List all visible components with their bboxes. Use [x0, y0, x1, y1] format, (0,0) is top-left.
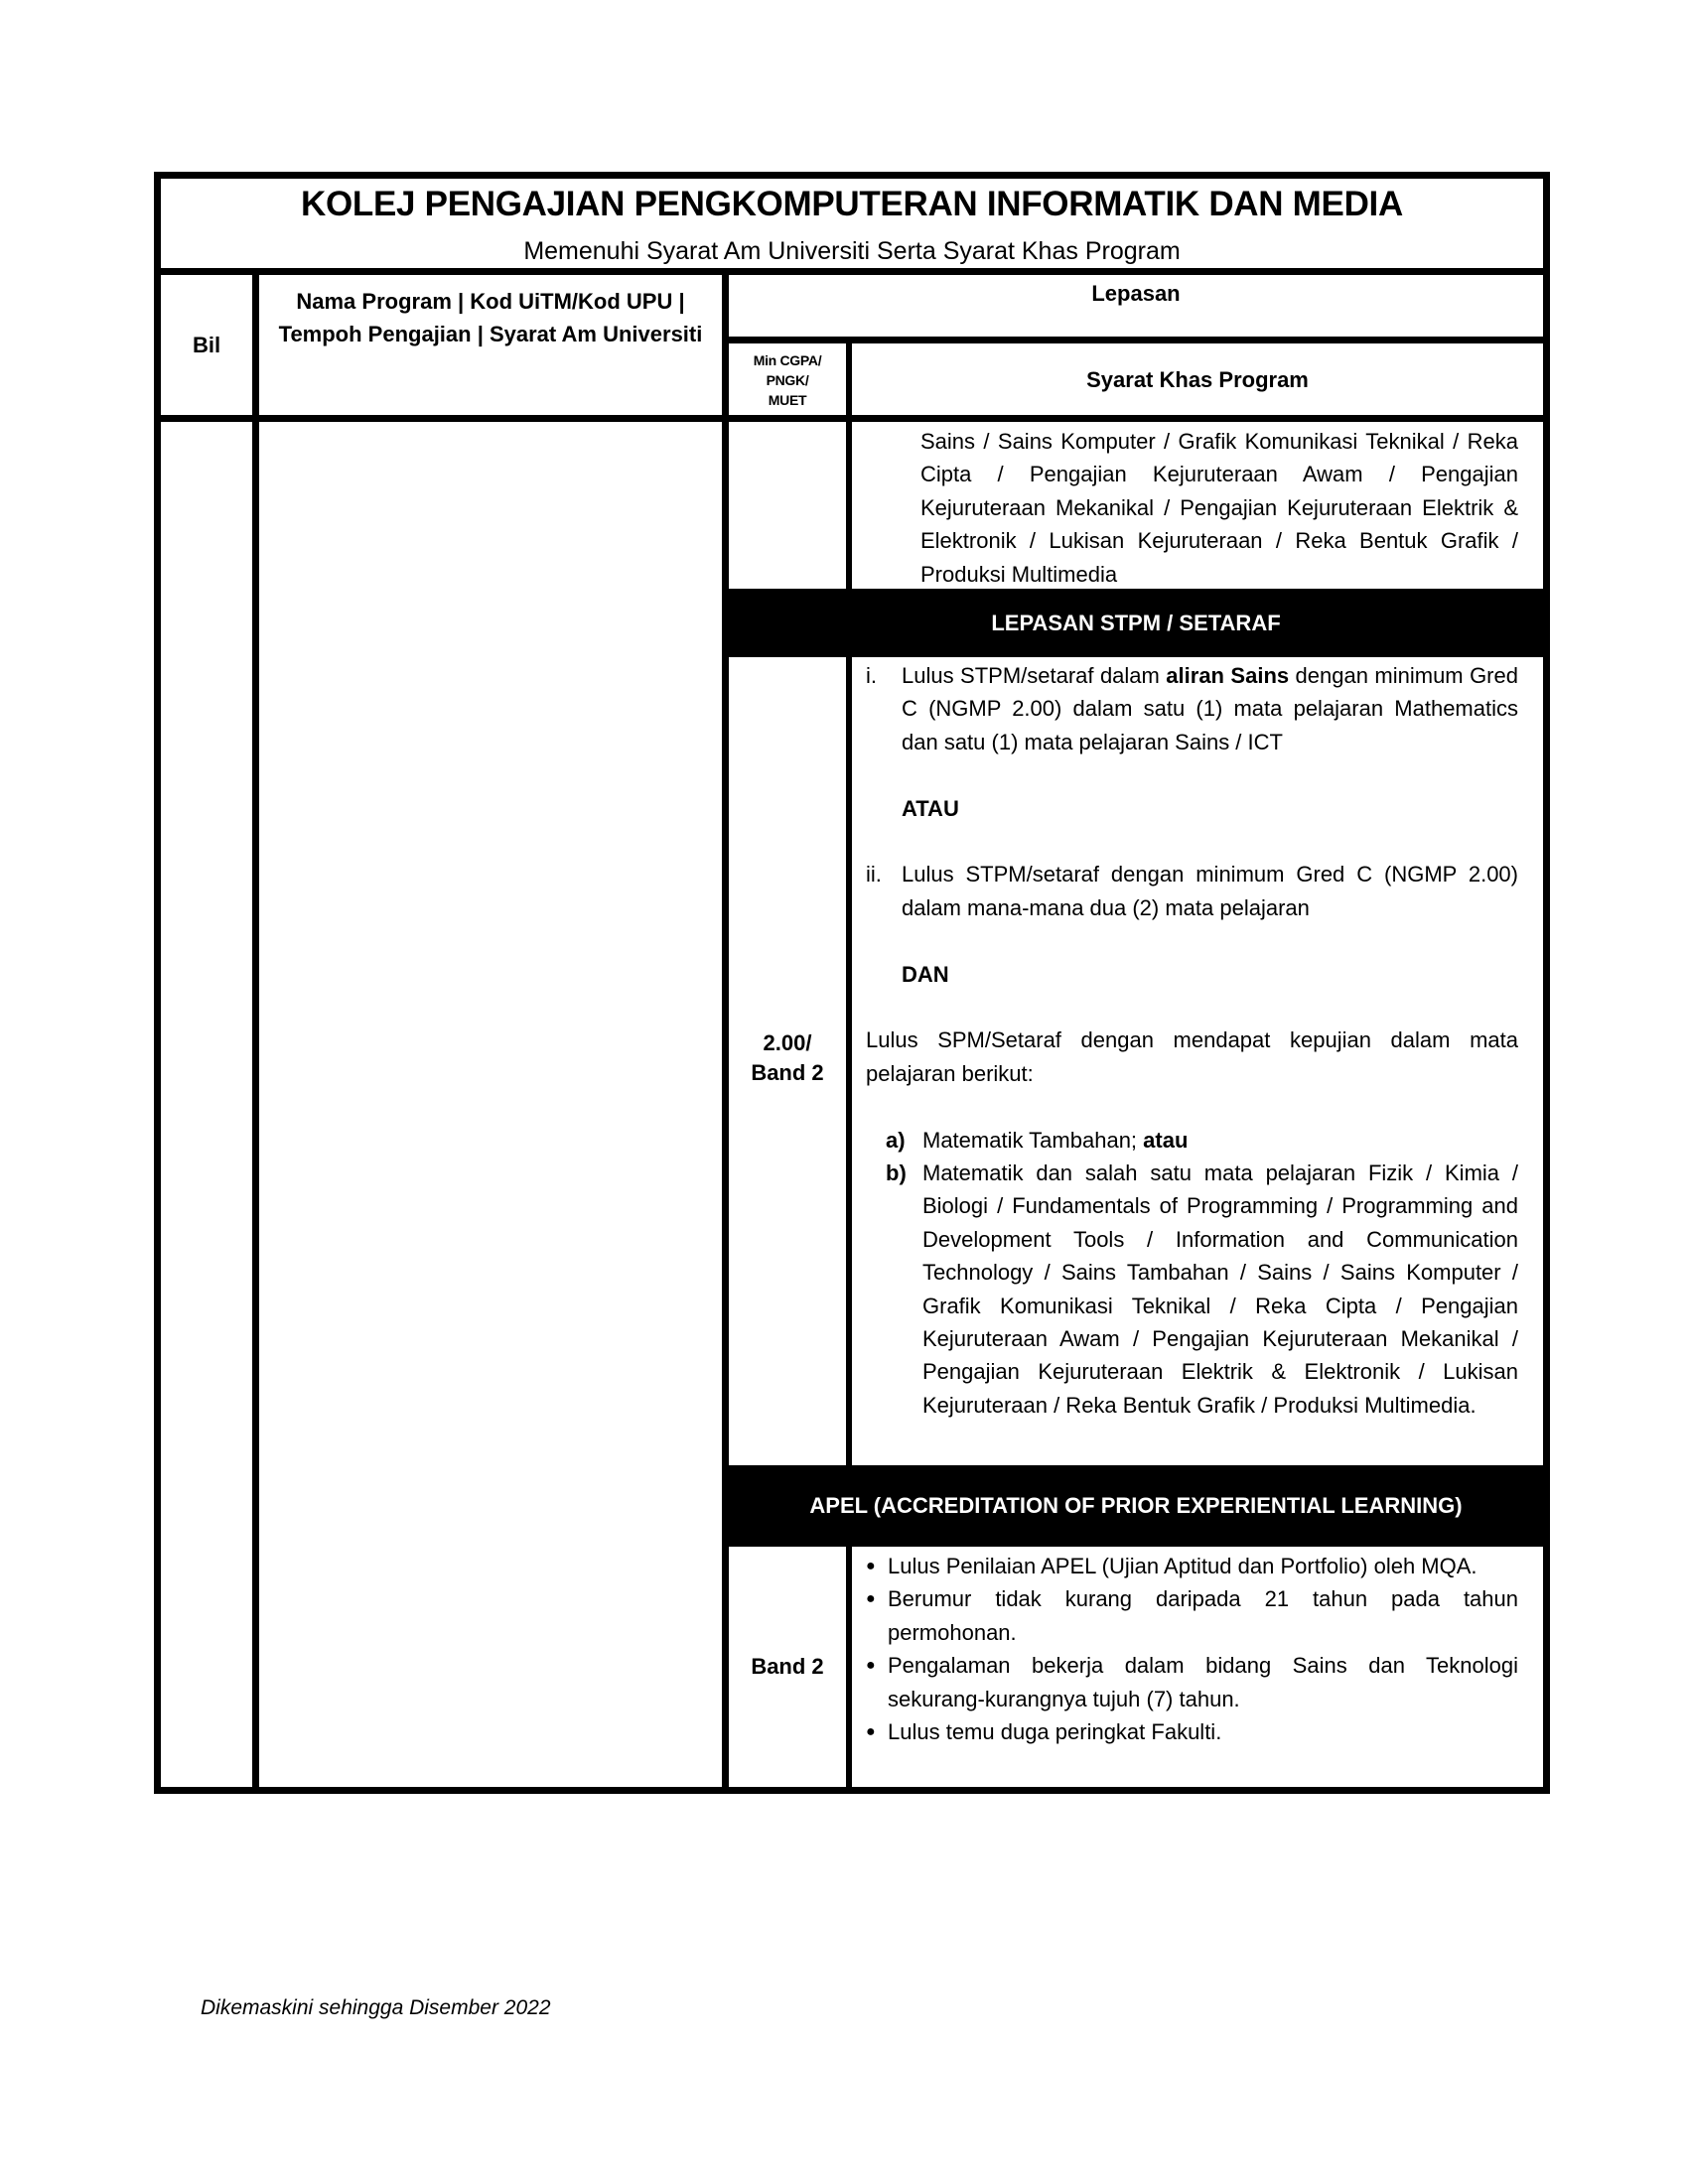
subject-option-a-text-main: Matematik Tambahan; — [922, 1127, 1144, 1153]
apel-bullet-item — [866, 1550, 1518, 1582]
stpm-min-cgpa — [729, 1028, 846, 1088]
apel-min-muet — [729, 1652, 846, 1682]
column-header-bil — [161, 275, 252, 415]
subject-option-b-text: Matematik dan salah satu mata pelajaran Fizik / Kimia / Biologi / Fundamentals of Programming / Programming and Development Tools / Information and Communication Technology / Sains Tambahan / Sains / Sains Komputer / Grafik Komunikasi Teknikal / Reka Cipta / Pengajian Kejuruteraan Awam / Pengajian Kejuruteraan Mekanikal / Pengajian Kejuruteraan Elektrik & Elektronik / Lukisan Kejuruteraan / Reka Bentuk Grafik / Produksi Multimedia. — [922, 1160, 1518, 1418]
subject-option-a-text-bold: atau — [1143, 1127, 1189, 1153]
continuation-subjects — [920, 425, 1518, 591]
column-header-syarat-khas-label: Syarat Khas Program — [1086, 366, 1309, 392]
col-divider-bil — [252, 268, 259, 1794]
connector-atau: ATAU — [902, 795, 959, 821]
bullet-dot-icon: ● — [866, 1657, 876, 1675]
section-band-apel — [722, 1465, 1550, 1547]
page-title: KOLEJ PENGAJIAN PENGKOMPUTERAN INFORMATIK DAN MEDIA — [301, 185, 1403, 223]
requirement-item-ii — [866, 858, 1518, 924]
requirement-item-i-text-bold: aliran Sains — [1166, 663, 1290, 688]
stpm-requirements — [866, 659, 1518, 1422]
apel-bullet-text: Lulus temu duga peringkat Fakulti. — [888, 1719, 1222, 1745]
bullet-dot-icon: ● — [866, 1558, 876, 1574]
requirement-item-i — [866, 659, 1518, 758]
apel-bullet-text: Berumur tidak kurang daripada 21 tahun pada tahun permohonan. — [888, 1586, 1518, 1645]
subject-option-b-label: b) — [886, 1160, 907, 1186]
column-header-lepasan-label: Lepasan — [1091, 281, 1181, 306]
apel-requirements — [866, 1550, 1518, 1748]
requirement-item-ii-number: ii. — [866, 862, 882, 887]
title-row-divider — [154, 268, 1550, 275]
requirement-item-i-text-post: dengan minimum Gred C (NGMP 2.00) dalam satu (1) mata pelajaran Mathematics dan satu (1) mata pelajaran Sains / ICT — [902, 663, 1518, 754]
col-divider-nama — [722, 268, 729, 1794]
column-header-syarat-khas — [852, 343, 1543, 415]
col-divider-min — [846, 337, 852, 1794]
section-band-stpm — [722, 589, 1550, 657]
apel-bullet-item — [866, 1649, 1518, 1715]
continuation-subjects-text: Sains / Sains Komputer / Grafik Komunikasi Teknikal / Reka Cipta / Pengajian Kejuruteraan Awam / Pengajian Kejuruteraan Mekanikal / Pengajian Kejuruteraan Elektrik & Elektronik / Lukisan Kejuruteraan / Reka Bentuk Grafik / Produksi Multimedia — [920, 429, 1518, 587]
table-border-top — [154, 172, 1550, 179]
column-header-nama-program — [259, 285, 722, 350]
page-subtitle: Memenuhi Syarat Am Universiti Serta Syarat Khas Program — [523, 237, 1181, 265]
subject-option-a-label: a) — [886, 1127, 906, 1153]
section-band-apel-label: APEL (ACCREDITATION OF PRIOR EXPERIENTIAL LEARNING) — [809, 1493, 1463, 1518]
header-row-divider — [154, 415, 1550, 422]
requirement-item-i-number: i. — [866, 663, 877, 688]
column-header-min-cgpa — [729, 345, 846, 415]
section-band-stpm-label: LEPASAN STPM / SETARAF — [991, 610, 1281, 635]
spm-intro: Lulus SPM/Setaraf dengan mendapat kepujian dalam mata pelajaran berikut: — [866, 1027, 1518, 1086]
footer-updated-note: Dikemaskini sehingga Disember 2022 — [201, 1996, 551, 2019]
apel-bullet-item — [866, 1715, 1518, 1748]
apel-bullet-text: Pengalaman bekerja dalam bidang Sains dan Teknologi sekurang-kurangnya tujuh (7) tahun. — [888, 1653, 1518, 1711]
requirement-item-i-text-pre: Lulus STPM/setaraf dalam — [902, 663, 1167, 688]
requirement-item-ii-text: Lulus STPM/setaraf dengan minimum Gred C (NGMP 2.00) dalam mana-mana dua (2) mata pelajaran — [902, 862, 1518, 920]
apel-bullet-item — [866, 1582, 1518, 1649]
requirement-item-i-text — [902, 659, 1518, 758]
column-header-nama-program-label: Nama Program | Kod UiTM/Kod UPU | Tempoh Pengajian | Syarat Am Universiti — [278, 289, 703, 346]
bullet-dot-icon: ● — [866, 1723, 876, 1741]
stpm-min-cgpa-value: 2.00/ — [763, 1030, 812, 1055]
column-header-lepasan — [729, 275, 1543, 310]
bullet-dot-icon: ● — [866, 1590, 876, 1608]
column-header-min-cgpa-label: Min CGPA/ PNGK/ MUET — [753, 352, 822, 408]
connector-dan: DAN — [902, 961, 949, 987]
table-border-bottom — [154, 1787, 1550, 1794]
subject-option-a — [866, 1124, 1518, 1157]
stpm-min-muet-value: Band 2 — [751, 1060, 824, 1085]
subject-option-b — [866, 1157, 1518, 1422]
apel-bullet-text: Lulus Penilaian APEL (Ujian Aptitud dan Portfolio) oleh MQA. — [888, 1554, 1477, 1578]
column-header-bil-label: Bil — [192, 333, 221, 357]
subject-option-a-text — [922, 1124, 1518, 1157]
apel-min-muet-value: Band 2 — [751, 1654, 824, 1679]
